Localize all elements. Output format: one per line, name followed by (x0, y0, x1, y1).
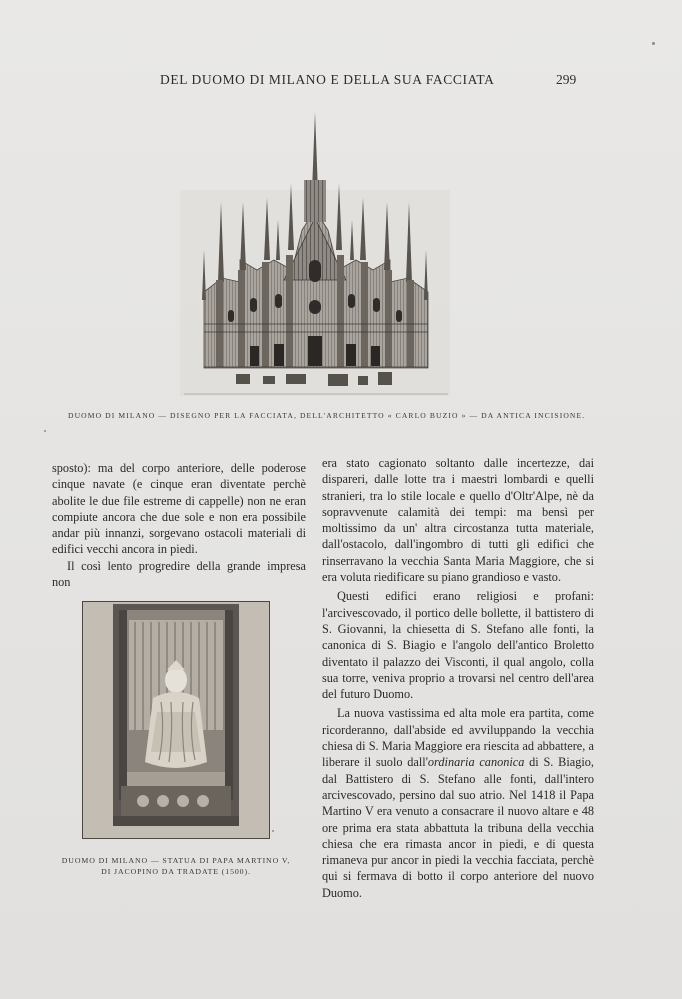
facade-drawing (178, 110, 452, 398)
right-paragraph-3 (322, 705, 594, 901)
paper-speck (272, 830, 274, 832)
page-number: 299 (556, 72, 577, 87)
statue-photograph (82, 601, 270, 839)
cathedral-facade-engraving (178, 110, 452, 398)
left-column (52, 460, 306, 590)
caption-statue-line-2: DI JACOPINO DA TRADATE (1500). (101, 867, 251, 876)
figure-caption-facade: DUOMO DI MILANO — DISEGNO PER LA FACCIATA, DELL'ARCHITETTO « CARLO BUZIO » — DA ANTICA INCISIONE. (68, 411, 586, 420)
right-column (322, 455, 594, 901)
left-paragraph-2: Il così lento progredire della grande impresa non (52, 558, 306, 590)
caption-statue-line-1: DUOMO DI MILANO — STATUA DI PAPA MARTINO V, (61, 856, 291, 865)
paper-speck (652, 42, 655, 45)
right-paragraph-2: Questi edifici erano religiosi e profani: l'arcivescovado, il portico delle bollette, il battistero di S. Giovanni, la chiesetta di S. Stefano alle fonti, la canonica di S. Biagio e l'angolo dell'antico Broletto diventato il palazzo dei Visconti, il qual angolo, colla sua torre, veniva proprio a trovarsi nel centro dell'area del futuro Duomo. (322, 589, 594, 702)
figure-caption-statue (56, 855, 296, 877)
paper-speck (44, 430, 46, 432)
right-paragraph-1: era stato cagionato soltanto dalle incertezze, dai dispareri, dalle lotte tra i maestri lombardi e quelli stranieri, tra lo stile locale e quello d'Oltr'Alpe, nè da sopravvenute calamità dei tempi: ma bensì per moltissimo da un' altra circostanza tutta materiale, dall'ostacolo, dall'ingombro di tutti gli edifici che rinserravano la vecchia Santa Maria Maggiore, che si era voluta riedificare su piano grandioso e vasto. (322, 456, 594, 585)
right-paragraph-3-text-a: La nuova vastissima ed alta mole era partita, come ricorderanno, dall'abside ed avviluppando la vecchia chiesa di S. Maria Maggiore era riescita ad abbattere, a liberare il suolo dall' (322, 706, 594, 770)
right-paragraph-3-italic: ordinaria canonica (427, 755, 525, 770)
right-paragraph-3-text-b: di S. Biagio, dal Battistero di S. Stefano alle fonti, dall'intero arcivescovado, persino dal suo atrio. Nel 1418 il Papa Martino V era venuto a consacrare il nuovo altare e 48 ore prima era stata abbattuta la tribuna della vecchia chiesa che era rimasta ancor in piedi, e di questa rimaneva pur ancor in piedi la vecchia facciata, perchè qui si fermava di botto il corpo anteriore del nuovo Duomo. (322, 755, 594, 900)
statue-drawing (83, 602, 269, 838)
running-title: DEL DUOMO DI MILANO E DELLA SUA FACCIATA (160, 72, 495, 87)
left-paragraph-1: sposto): ma del corpo anteriore, delle poderose cinque navate (e cinque eran diventate perchè abolite le due file estreme di cappelle) non ne eran compiute ancora che due sole e non era possibile andar più innanzi, sorgevano ostacoli materiali di edifici vecchi ancora in piedi. (52, 461, 306, 557)
